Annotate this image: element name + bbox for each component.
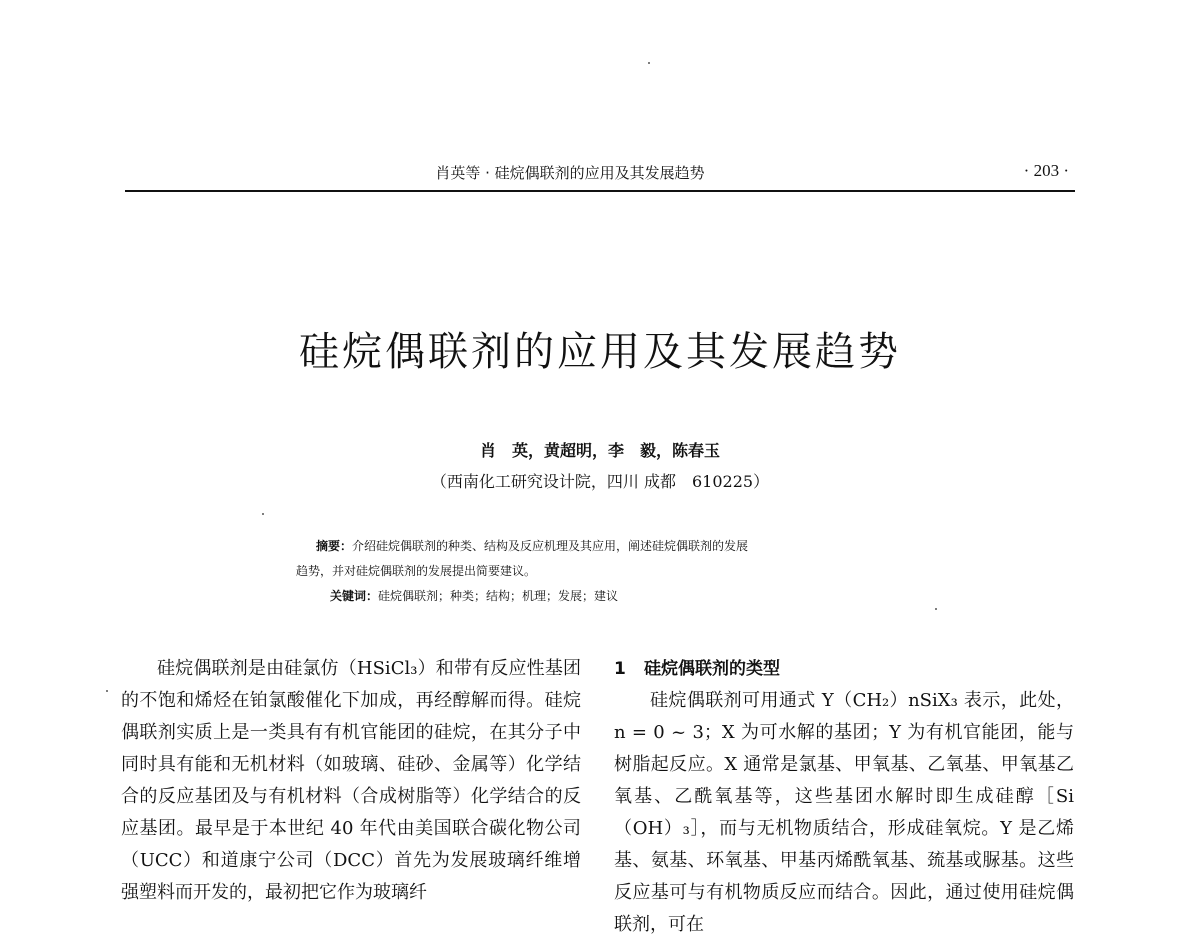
keywords-line bbox=[296, 584, 916, 609]
section-number: 1 bbox=[614, 659, 626, 679]
running-head-title: 肖英等 · 硅烷偶联剂的应用及其发展趋势 bbox=[435, 164, 705, 182]
scan-speck bbox=[262, 513, 264, 515]
scan-speck bbox=[106, 690, 108, 692]
section-title: 硅烷偶联剂的类型 bbox=[644, 659, 780, 679]
article-authors: 肖 英，黄超明，李 毅，陈春玉 bbox=[479, 441, 720, 460]
running-head bbox=[125, 160, 1075, 192]
intro-paragraph: 硅烷偶联剂是由硅氯仿（HSiCl₃）和带有反应性基团的不饱和烯烃在铂氯酸催化下加成，再经醇解而得。硅烷偶联剂实质上是一类具有有机官能团的硅烷，在其分子中同时具有能和无机材料（如玻璃、硅砂、金属等）化学结合的反应基团及与有机材料（合成树脂等）化学结合的反应基团。最早是于本世纪 40 年代由美国联合碳化物公司（UCC）和道康宁公司（DCC）首先为发展玻璃纤维增强塑料而开发的，最初把它作为玻璃纤 bbox=[121, 658, 581, 903]
abstract-line-1 bbox=[296, 534, 916, 559]
section-paragraph: 硅烷偶联剂可用通式 Y（CH₂）nSiX₃ 表示，此处，n = 0 ~ 3；X 为可水解的基团；Y 为有机官能团，能与树脂起反应。X 通常是氯基、甲氧基、乙氧基、甲氧基乙氧基、乙酰氧基等，这些基团水解时即生成硅醇［Si（OH）₃］，而与无机物质结合，形成硅氧烷。Y 是乙烯基、氨基、环氧基、甲基丙烯酰氧基、巯基或脲基。这些反应基可与有机物质反应而结合。因此，通过使用硅烷偶联剂，可在 bbox=[614, 690, 1074, 935]
left-column bbox=[121, 653, 581, 909]
abstract-text-line-2: 趋势，并对硅烷偶联剂的发展提出简要建议。 bbox=[296, 564, 537, 578]
scan-speck bbox=[648, 62, 650, 64]
article-title: 硅烷偶联剂的应用及其发展趋势 bbox=[299, 329, 901, 375]
scan-speck bbox=[935, 608, 937, 610]
section-heading bbox=[614, 653, 1074, 685]
keywords-label: 关键词： bbox=[330, 589, 379, 603]
author-affiliation: （西南化工研究设计院，四川 成都 610225） bbox=[430, 472, 770, 491]
page-number: · 203 · bbox=[1023, 161, 1069, 180]
right-column bbox=[614, 653, 1074, 941]
abstract-block bbox=[296, 534, 916, 609]
keywords-text: 硅烷偶联剂；种类；结构；机理；发展；建议 bbox=[378, 589, 619, 603]
abstract-text-line-1: 介绍硅烷偶联剂的种类、结构及反应机理及其应用，阐述硅烷偶联剂的发展 bbox=[352, 539, 749, 553]
abstract-label: 摘要： bbox=[316, 539, 353, 553]
